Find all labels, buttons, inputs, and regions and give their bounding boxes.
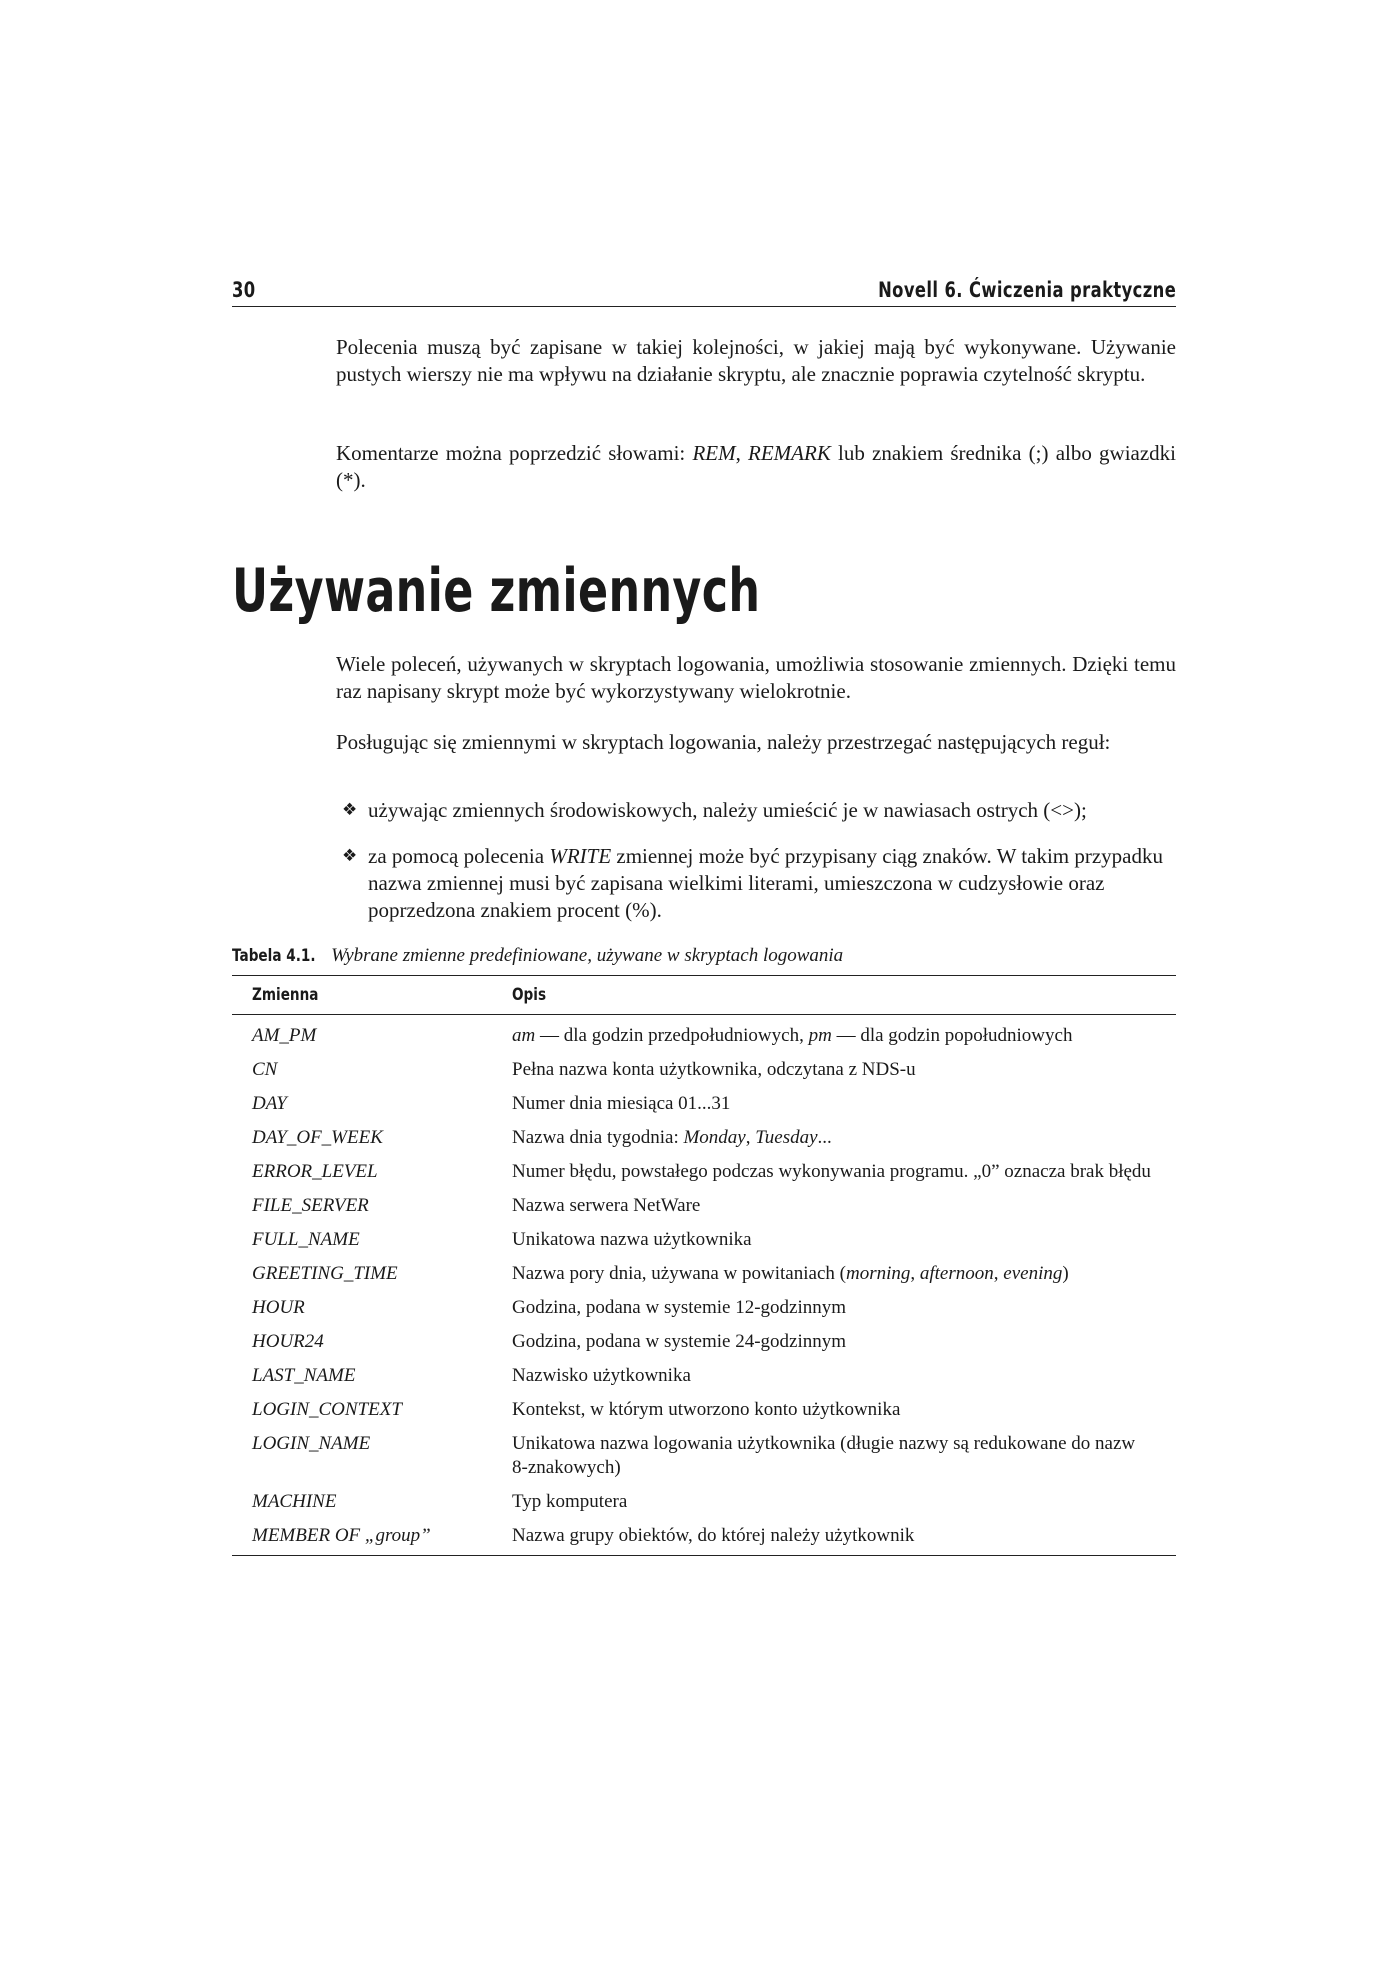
description-text: Godzina, podana w systemie 12-godzinnym: [512, 1297, 847, 1318]
description-text: Unikatowa nazwa użytkownika: [512, 1229, 752, 1250]
table-header-row: [232, 976, 1176, 1015]
description-text: Godzina, podana w systemie 24-godzinnym: [512, 1331, 847, 1352]
description-text: Nazwa dnia tygodnia:: [512, 1127, 684, 1148]
variable-name-cell: HOUR: [252, 1297, 305, 1318]
table-row: [232, 1359, 1176, 1393]
table-row: [232, 1155, 1176, 1189]
variable-description-cell: [506, 1257, 1176, 1291]
running-title: Novell 6. Ćwiczenia praktyczne: [877, 278, 1176, 302]
variable-description-cell: [506, 1223, 1176, 1257]
variable-description-cell: [506, 1427, 1176, 1485]
variable-name-cell: DAY: [252, 1093, 287, 1114]
variable-description-cell: [506, 1155, 1176, 1189]
variable-name-cell: MEMBER OF „group”: [252, 1525, 431, 1546]
paragraph-variables-intro: Wiele poleceń, używanych w skryptach logowania, umożliwia stosowanie zmiennych. Dzięki temu raz napisany skrypt może być wykorzystywany wielokrotnie.: [336, 652, 1176, 703]
variable-name-cell: LOGIN_CONTEXT: [252, 1399, 402, 1420]
description-text: Nazwa grupy obiektów, do której należy użytkownik: [512, 1525, 915, 1546]
variable-name-cell: GREETING_TIME: [252, 1263, 398, 1284]
description-italic-term: afternoon: [919, 1263, 994, 1284]
variable-name-cell: FULL_NAME: [252, 1229, 360, 1250]
variable-description-cell: [506, 1291, 1176, 1325]
variable-name-cell: ERROR_LEVEL: [252, 1161, 378, 1182]
description-text: ,: [745, 1127, 756, 1148]
description-italic-term: pm: [808, 1025, 832, 1046]
variable-description-cell: [506, 1053, 1176, 1087]
bullet-item: [342, 843, 1182, 924]
description-italic-term: Tuesday: [755, 1127, 818, 1148]
variable-name-cell: LOGIN_NAME: [252, 1433, 371, 1454]
description-text: Nazwa pory dnia, używana w powitaniach (: [512, 1263, 846, 1284]
keyword-rem: REM: [692, 441, 736, 465]
variable-description-cell: [506, 1121, 1176, 1155]
variable-name-cell: CN: [252, 1059, 278, 1080]
table-caption-text: Wybrane zmienne predefiniowane, używane w skryptach logowania: [331, 945, 844, 966]
variable-description-cell: [506, 1189, 1176, 1223]
variable-name-cell: FILE_SERVER: [252, 1195, 369, 1216]
description-text: Unikatowa nazwa logowania użytkownika (długie nazwy są redukowane do nazw 8-znakowych): [512, 1433, 1136, 1478]
table-row: [232, 1325, 1176, 1359]
description-text: Kontekst, w którym utworzono konto użytkownika: [512, 1399, 901, 1420]
table-row: [232, 1121, 1176, 1155]
variable-description-cell: [506, 1485, 1176, 1519]
variable-name-cell: MACHINE: [252, 1491, 337, 1512]
column-header-variable-label: Zmienna: [252, 985, 319, 1005]
variable-description-cell: [506, 1393, 1176, 1427]
description-text: ): [1062, 1263, 1069, 1284]
column-header-description: [506, 976, 1176, 1015]
diamond-bullet-icon: ❖: [342, 800, 358, 820]
table-row: [232, 1015, 1176, 1054]
variable-name-cell: HOUR24: [252, 1331, 324, 1352]
column-header-variable: [232, 976, 506, 1015]
variable-description-cell: [506, 1325, 1176, 1359]
running-header: [232, 272, 1176, 307]
table-row: [232, 1053, 1176, 1087]
keyword-remark: REMARK: [748, 441, 831, 465]
bullet-text-start: za pomocą polecenia: [368, 844, 550, 868]
bullet-text: [342, 843, 1182, 924]
description-text: ,: [993, 1263, 1004, 1284]
table-row: [232, 1485, 1176, 1519]
table-row: [232, 1519, 1176, 1556]
section-heading: Używanie zmiennych: [232, 556, 761, 626]
description-text: Typ komputera: [512, 1491, 628, 1512]
table-caption-label: Tabela 4.1.: [232, 946, 316, 966]
comments-text-start: Komentarze można poprzedzić słowami:: [336, 441, 693, 465]
comments-text-end: lub znakiem średnika (;) albo gwiazdki (*).: [336, 441, 1177, 492]
variable-description-cell: [506, 1359, 1176, 1393]
table-row: [232, 1257, 1176, 1291]
variable-name-cell: DAY_OF_WEEK: [252, 1127, 383, 1148]
description-italic-term: am: [512, 1025, 536, 1046]
description-text: Nazwa serwera NetWare: [512, 1195, 701, 1216]
description-italic-term: morning: [845, 1263, 911, 1284]
bullet-text-end: zmiennej może być przypisany ciąg znaków. W takim przypadku nazwa zmiennej musi być zapisana wielkimi literami, umieszczona w cudzysłowie oraz poprzedzona znakiem procent (%).: [368, 844, 1164, 922]
paragraph-comments: [336, 440, 1176, 494]
description-text: ...: [817, 1127, 832, 1148]
diamond-bullet-icon: ❖: [342, 846, 358, 866]
table-body: [232, 1015, 1176, 1556]
table-row: [232, 1223, 1176, 1257]
description-text: — dla godzin popołudniowych: [831, 1025, 1073, 1046]
table-row: [232, 1427, 1176, 1485]
variable-description-cell: [506, 1015, 1176, 1054]
keyword-write: WRITE: [549, 844, 612, 868]
paragraph-command-order: Polecenia muszą być zapisane w takiej kolejności, w jakiej mają być wykonywane. Używanie pustych wierszy nie ma wpływu na działanie skryptu, ale znacznie poprawia czytelność skryptu.: [336, 335, 1176, 386]
description-text: Nazwisko użytkownika: [512, 1365, 691, 1386]
description-text: Pełna nazwa konta użytkownika, odczytana z NDS-u: [512, 1059, 916, 1080]
column-header-description-label: Opis: [512, 985, 547, 1005]
paragraph-rules-intro: Posługując się zmiennymi w skryptach logowania, należy przestrzegać następujących reguł:: [336, 730, 1111, 754]
table-row: [232, 1189, 1176, 1223]
description-italic-term: Monday: [683, 1127, 746, 1148]
variables-table: [232, 975, 1176, 1556]
description-text: — dla godzin przedpołudniowych,: [535, 1025, 809, 1046]
table-row: [232, 1087, 1176, 1121]
bullet-text: używając zmiennych środowiskowych, należy umieścić je w nawiasach ostrych (<>);: [368, 798, 1087, 822]
variable-description-cell: [506, 1519, 1176, 1556]
description-text: Numer dnia miesiąca 01...31: [512, 1093, 731, 1114]
description-italic-term: evening: [1003, 1263, 1063, 1284]
description-text: ,: [910, 1263, 920, 1284]
page-number: 30: [232, 278, 256, 302]
bullet-item: [342, 797, 1182, 824]
table-row: [232, 1393, 1176, 1427]
variable-name-cell: LAST_NAME: [252, 1365, 356, 1386]
variable-description-cell: [506, 1087, 1176, 1121]
table-row: [232, 1291, 1176, 1325]
variable-name-cell: AM_PM: [252, 1025, 317, 1046]
comments-separator: ,: [735, 441, 749, 465]
table-caption: [232, 944, 843, 968]
description-text: Numer błędu, powstałego podczas wykonywania programu. „0” oznacza brak błędu: [512, 1161, 1151, 1182]
